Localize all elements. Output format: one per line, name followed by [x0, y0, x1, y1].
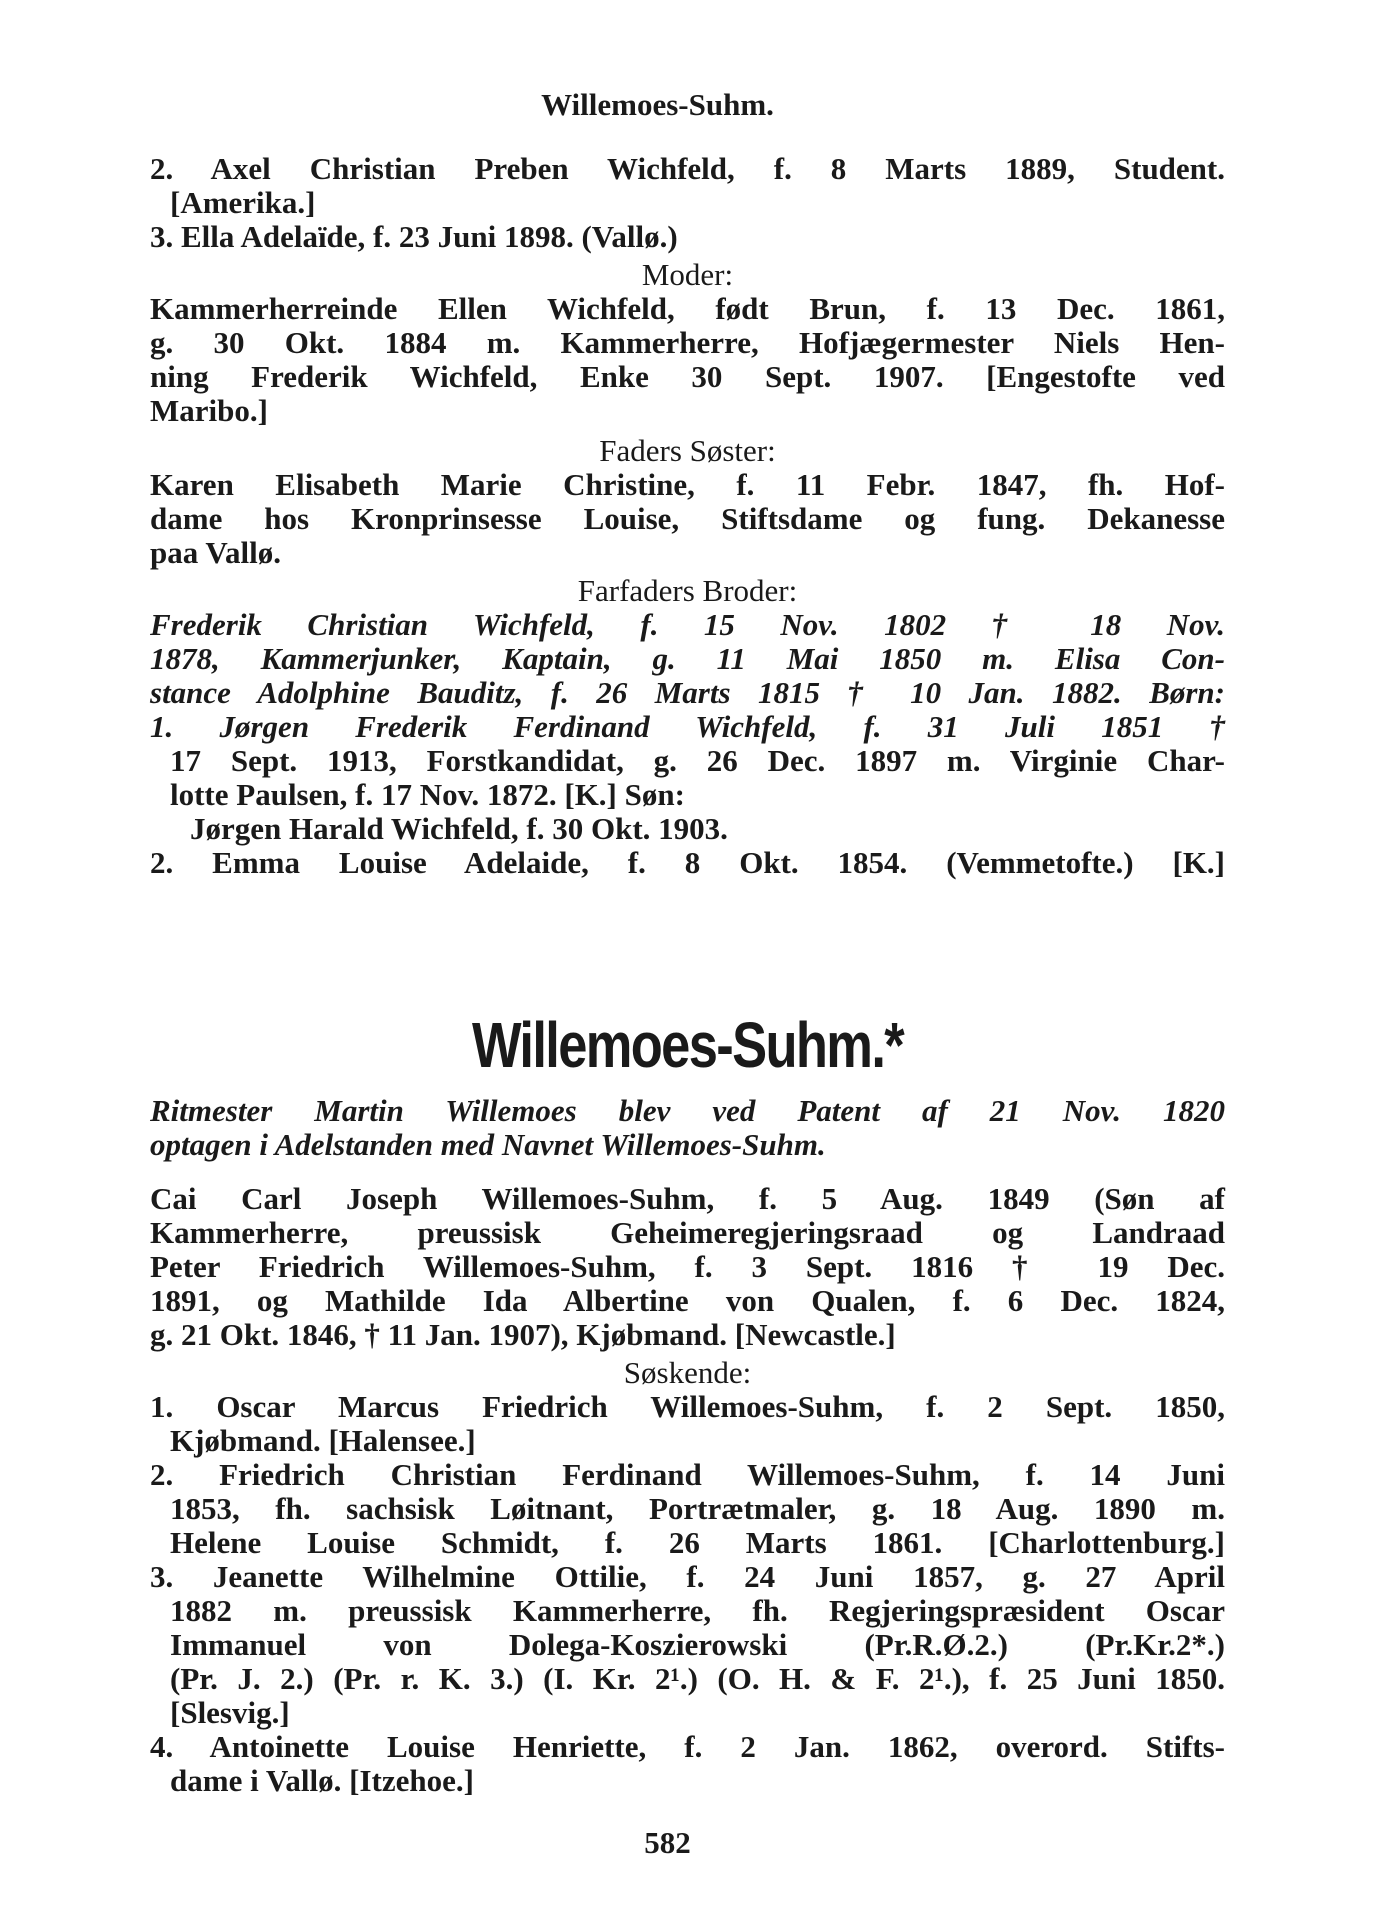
siblings-heading: Søskende:: [623, 1355, 752, 1390]
sibling-line-11: 4. Antoinette Louise Henriette, f. 2 Jan. 1862, overord. Stifts-: [150, 1729, 1225, 1764]
sibling-line-6: 3. Jeanette Wilhelmine Ottilie, f. 24 Juni 1857, g. 27 April: [150, 1559, 1225, 1594]
aunt-heading: Faders Søster:: [599, 433, 776, 468]
sibling-line-7: 1882 m. preussisk Kammerherre, fh. Regjeringspræsident Oscar: [170, 1593, 1225, 1628]
sibling-line-8: Immanuel von Dolega-Koszierowski (Pr.R.Ø.2.) (Pr.Kr.2*.): [170, 1627, 1225, 1662]
child-2-line-1: 2. Axel Christian Preben Wichfeld, f. 8 Marts 1889, Student.: [150, 151, 1225, 186]
aunt-line-2: dame hos Kronprinsesse Louise, Stiftsdame og fung. Dekanesse: [150, 501, 1225, 536]
sibling-line-2: Kjøbmand. [Halensee.]: [170, 1423, 476, 1458]
mother-line-2: g. 30 Okt. 1884 m. Kammerherre, Hofjægermester Niels Hen-: [150, 325, 1225, 360]
sibling-line-1: 1. Oscar Marcus Friedrich Willemoes-Suhm, f. 2 Sept. 1850,: [150, 1389, 1225, 1424]
main-line-1: Cai Carl Joseph Willemoes-Suhm, f. 5 Aug. 1849 (Søn af: [150, 1181, 1225, 1216]
granduncle-line-4: 1. Jørgen Frederik Ferdinand Wichfeld, f. 31 Juli 1851 †: [150, 709, 1225, 744]
intro-line-2: optagen i Adelstanden med Navnet Willemoes-Suhm.: [150, 1127, 826, 1162]
sibling-line-5: Helene Louise Schmidt, f. 26 Marts 1861. [Charlottenburg.]: [170, 1525, 1225, 1560]
mother-line-3: ning Frederik Wichfeld, Enke 30 Sept. 1907. [Engestofte ved: [150, 359, 1225, 394]
mother-line-1: Kammerherreinde Ellen Wichfeld, født Brun, f. 13 Dec. 1861,: [150, 291, 1225, 326]
main-line-5: g. 21 Okt. 1846, † 11 Jan. 1907), Kjøbmand. [Newcastle.]: [150, 1317, 896, 1352]
child-3: 3. Ella Adelaïde, f. 23 Juni 1898. (Vallø.): [150, 219, 678, 254]
section-title: Willemoes-Suhm.*: [471, 1009, 904, 1081]
granduncle-line-5: 17 Sept. 1913, Forstkandidat, g. 26 Dec. 1897 m. Virginie Char-: [170, 743, 1225, 778]
main-line-3: Peter Friedrich Willemoes-Suhm, f. 3 Sept. 1816 † 19 Dec.: [150, 1249, 1225, 1284]
main-line-4: 1891, og Mathilde Ida Albertine von Qualen, f. 6 Dec. 1824,: [150, 1283, 1225, 1318]
granduncle-line-6: lotte Paulsen, f. 17 Nov. 1872. [K.] Søn:: [170, 777, 685, 812]
main-line-2: Kammerherre, preussisk Geheimeregjeringsraad og Landraad: [150, 1215, 1225, 1250]
page-number: 582: [644, 1825, 691, 1860]
granduncle-line-7: Jørgen Harald Wichfeld, f. 30 Okt. 1903.: [190, 811, 728, 846]
sibling-line-3: 2. Friedrich Christian Ferdinand Willemoes-Suhm, f. 14 Juni: [150, 1457, 1225, 1492]
mother-line-4: Maribo.]: [150, 393, 268, 428]
intro-line-1: Ritmester Martin Willemoes blev ved Patent af 21 Nov. 1820: [150, 1093, 1225, 1128]
granduncle-line-2: 1878, Kammerjunker, Kaptain, g. 11 Mai 1850 m. Elisa Con-: [150, 641, 1225, 676]
granduncle-line-1: Frederik Christian Wichfeld, f. 15 Nov. 1802 † 18 Nov.: [150, 607, 1225, 642]
child-2-line-2: [Amerika.]: [170, 185, 316, 220]
sibling-line-9: (Pr. J. 2.) (Pr. r. K. 3.) (I. Kr. 2¹.) (O. H. & F. 2¹.), f. 25 Juni 1850.: [170, 1661, 1225, 1696]
granduncle-heading: Farfaders Broder:: [577, 573, 798, 608]
granduncle-line-3: stance Adolphine Bauditz, f. 26 Marts 1815 † 10 Jan. 1882. Børn:: [150, 675, 1225, 710]
sibling-line-4: 1853, fh. sachsisk Løitnant, Portrætmaler, g. 18 Aug. 1890 m.: [170, 1491, 1225, 1526]
granduncle-line-8: 2. Emma Louise Adelaide, f. 8 Okt. 1854. (Vemmetofte.) [K.]: [150, 845, 1225, 880]
aunt-line-1: Karen Elisabeth Marie Christine, f. 11 Febr. 1847, fh. Hof-: [150, 467, 1225, 502]
running-header: Willemoes-Suhm.: [541, 87, 774, 122]
mother-heading: Moder:: [641, 257, 734, 292]
aunt-line-3: paa Vallø.: [150, 535, 281, 570]
sibling-line-12: dame i Vallø. [Itzehoe.]: [170, 1763, 474, 1798]
sibling-line-10: [Slesvig.]: [170, 1695, 290, 1730]
